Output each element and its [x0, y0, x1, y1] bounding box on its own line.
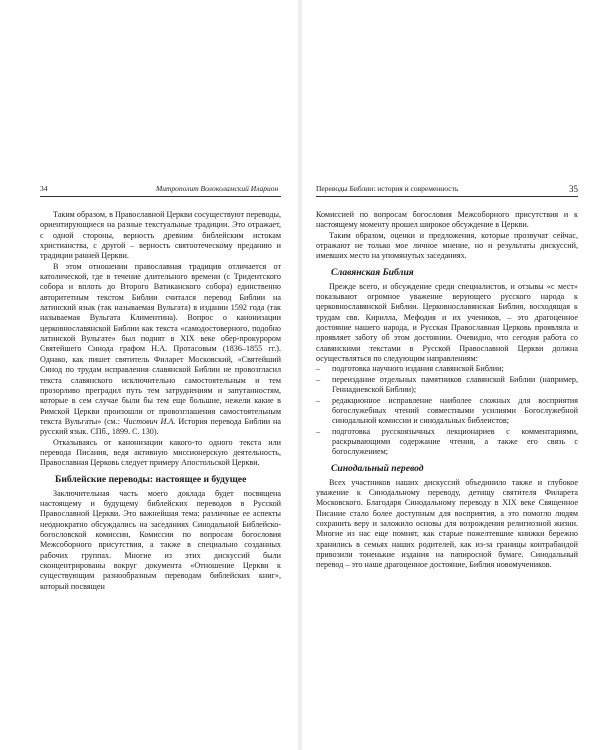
directions-list [316, 364, 578, 457]
list-item-text: подготовка научного издания славянской Библии; [332, 364, 504, 374]
list-marker: – [316, 426, 321, 436]
list-marker: – [316, 395, 321, 405]
page-number: 34 [40, 184, 48, 193]
left-page-text [40, 210, 281, 592]
paragraph [40, 262, 281, 438]
paragraph: Таким образом, в Православной Церкви сосуществуют переводы, ориентирующиеся на разные текстуальные традиции. Это отражает, с одной стороны, верность древним библейским истокам христианства, с другой – верность святоотеческому преданию и традиции ранней Церкви. [40, 210, 281, 261]
section-heading: Синодальный перевод [331, 462, 424, 474]
header-rule [316, 196, 578, 197]
paragraph: Всех участников наших дискуссий объединило также и глубокое уважение к Синодальному переводу, детищу святителя Филарета Московского. Благодаря Синодальному переводу в XIX веке Священное Писание стало более доступным для восприятия, а это помогло людям сохранить веру и заложило основы для возрождения религиозной жизни. Многие из нас еще помнят, как старые пожелтевшие книжки бережно хранились в семьях наших родителей, как из-за границы контрабандой привозили тоненькие издания на папиросной бумаге. Синодальный перевод – это наше драгоценное достояние, Библия новомучеников. [316, 477, 578, 570]
citation-details: История перевода Библии на русский язык. СПб., 1899. С. 130). [40, 416, 282, 437]
list-marker: – [316, 374, 321, 384]
paragraph: Таким образом, оценки и предложения, которые прозвучат сейчас, отражают не только мое личное мнение, но и результаты дискуссий, имевших место на упомянутых заседаниях. [316, 230, 578, 261]
list-item [316, 396, 578, 427]
list-item-text: редакционное исправление наиболее сложных для восприятия богослужебных чтений совместными усилиями Богослужебной синодальной комиссии и синодальных библеистов; [332, 395, 578, 426]
list-marker: – [316, 364, 321, 374]
paragraph-body: В этом отношении православная традиция отличается от католической, где в течение длительного времени (с Тридентского собора и вплоть до Второго Ватиканского собора) единственно авторитетным текстом Библии считался перевод Библии на латинский язык (так называемая Вульгата) в издании 1592 года (так называемая Вульгата Климентина). Вопрос о канонизации церковнославянской Библии как текста «самодостоверного, подобно латинской Вульгате» был поднят в XIX веке обер-прокурором Святейшего Синода графом Н.А. Протасовым (1836–1855 гг.). Однако, как пишет святитель Филарет Московский, «Святейший Синод по трудам исправления славянской Библии не провозгласил текста славянского исключительно самостоятельным и тем прозорливо преградил путь тем затруднениям и запутанностям, которые в сем случае были бы тем еще большие, нежели какие в Римской Церкви произошли от провозглашения самостоятельным текста Вульгаты» (см.: [40, 261, 281, 426]
running-title: Митрополит Волоколамский Иларион [156, 184, 279, 193]
page-number: 35 [569, 184, 578, 194]
paragraph: Отказываясь от канонизации какого-то одного текста или перевода Писания, ведя активную миссионерскую деятельность, Православная Церковь следует примеру Апостольской Церкви. [40, 437, 281, 468]
header-rule [40, 196, 281, 197]
section-heading: Славянская Библия [331, 266, 414, 278]
citation-author: Чистович И.А. [122, 416, 176, 426]
list-item [316, 427, 578, 458]
paragraph: Прежде всего, и обсуждение среди специалистов, и отзывы «с мест» показывают огромное уважение верующего русского народа к церковнославянской Библии. Церковнославянская Библия, восходящая к трудам свв. Кирилла, Мефодия и их учеников, – это драгоценное достояние нашего народа, и Русская Православная Церковь проявляла и проявляет заботу об этом достоянии. Очевидно, что сегодня работа со славянскими текстами в Русской Православной Церкви должна осуществляться по следующим направлениям: [316, 281, 578, 364]
paragraph: Заключительная часть моего доклада будет посвящена настоящему и будущему библейских переводов в Русской Православной Церкви. Это важнейшая тема: различные ее аспекты неоднократно обсуждались на заседаниях Синодальной Библейско-богословской комиссии, Комиссии по вопросам богословия Межсоборного присутствия, а также в специально созданных рабочих группах. Многие из этих дискуссий были сконцентрированы вокруг документа «Отношение Церкви к существующим разнообразным переводам библейских книг», который посвящен [40, 488, 281, 591]
right-page [300, 0, 600, 750]
list-item-text: переиздание отдельных памятников славянской Библии (например, Геннадиевской Библии); [332, 374, 578, 395]
right-page-text [316, 210, 578, 571]
list-item [316, 364, 578, 374]
list-item [316, 375, 578, 396]
list-item-text: подготовка русскоязычных лекционариев с комментариями, раскрывающими содержание чтения, а также его связь с богослужением; [332, 426, 578, 457]
running-title: Переводы Библии: история и современность [316, 184, 459, 193]
section-heading: Библейские переводы: настоящее и будущее [55, 473, 247, 485]
paragraph: Комиссией по вопросам богословия Межсоборного присутствия и к настоящему моменту прошел широкое обсуждение в Церкви. [316, 210, 578, 230]
